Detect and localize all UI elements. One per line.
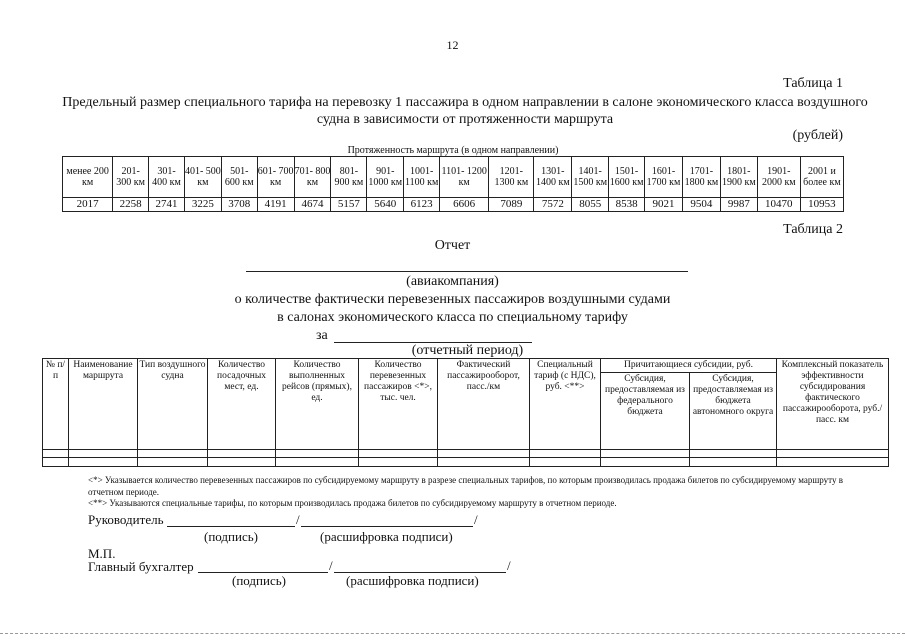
tariff-value-cell: 6123 (404, 198, 440, 212)
tariff-value-cell: 3708 (221, 198, 257, 212)
slash: / (474, 512, 478, 527)
cell (690, 450, 777, 458)
header-sub-okrug: Субсидия, предоставляемая из бюджета автономного округа (690, 373, 777, 450)
airline-blank-line (246, 271, 688, 272)
footnote-1: <*> Указывается количество перевезенных пассажиров по субсидируемому маршруту в разрезе специальных тарифов, по которым производилась продажа билетов по субсидируемому маршруту в отчетном периоде. (88, 475, 843, 497)
cell (601, 450, 690, 458)
table1-header: Протяженность маршрута (в одном направлении) (347, 145, 559, 156)
distance-range-cell: 301- 400 км (149, 157, 185, 198)
cell (43, 458, 69, 467)
cell (359, 458, 438, 467)
accountant-decoding-caption: (расшифровка подписи) (346, 573, 479, 588)
report-subject-line2: в салонах экономического класса по специальному тарифу (277, 310, 628, 325)
tariff-value-cell: 9504 (682, 198, 720, 212)
header-passengers: Количество перевезенных пассажиров <*>, тыс. чел. (359, 359, 438, 450)
header-tariff: Специальный тариф (с НДС), руб. <**> (530, 359, 601, 450)
footnote-2: <**> Указываются специальные тарифы, по которым производилась продажа билетов по субсидируемому маршруту в отчетном периоде. (88, 498, 617, 508)
period-prefix: за (316, 328, 328, 343)
airline-label: (авиакомпания) (406, 274, 499, 289)
tariff-value-cell: 5640 (367, 198, 404, 212)
cell (69, 450, 138, 458)
stamp-label: М.П. (88, 546, 116, 561)
cell (276, 450, 359, 458)
distance-range-cell: 1001- 1100 км (404, 157, 440, 198)
cell (601, 458, 690, 467)
table2-caption: Таблица 2 (783, 222, 843, 237)
report-subject-line1: о количестве фактически перевезенных пассажиров воздушными судами (234, 292, 671, 307)
report-table-row (43, 458, 889, 467)
distance-range-cell: менее 200 км (63, 157, 113, 198)
cell (138, 458, 208, 467)
report-table-header-row (43, 359, 889, 373)
distance-range-cell: 1901- 2000 км (757, 157, 800, 198)
tariff-value-cell: 4674 (294, 198, 331, 212)
tariff-value-cell: 2017 (63, 198, 113, 212)
report-table-row (43, 450, 889, 458)
cell (777, 450, 889, 458)
tariff-value-cell: 9021 (645, 198, 683, 212)
distance-range-cell: 2001 и более км (800, 157, 843, 198)
head-decoding-line (301, 526, 473, 527)
cell (438, 450, 530, 458)
cell (208, 450, 276, 458)
page-bottom-edge (0, 633, 905, 634)
tariff-table (62, 156, 844, 212)
header-subsidies: Причитающиеся субсидии, руб. (601, 359, 777, 373)
distance-range-cell: 1401- 1500 км (572, 157, 609, 198)
slash: / (329, 558, 333, 573)
cell (690, 458, 777, 467)
header-turnover: Фактический пассажирооборот, пасс./км (438, 359, 530, 450)
tariff-value-cell: 6606 (440, 198, 489, 212)
distance-range-cell: 201- 300 км (113, 157, 149, 198)
cell (438, 458, 530, 467)
distance-range-cell: 501- 600 км (221, 157, 257, 198)
header-flights: Количество выполненных рейсов (прямых), ед. (276, 359, 359, 450)
report-title: Отчет (434, 238, 471, 253)
tariff-value-cell: 5157 (331, 198, 367, 212)
cell (777, 458, 889, 467)
table1-caption: Таблица 1 (783, 76, 843, 91)
tariff-value-cell: 4191 (257, 198, 294, 212)
cell (359, 450, 438, 458)
distance-range-cell: 1801- 1900 км (720, 157, 757, 198)
header-sub-federal: Субсидия, предоставляемая из федерального бюджета (601, 373, 690, 450)
distance-range-cell: 1701- 1800 км (682, 157, 720, 198)
cell (530, 450, 601, 458)
cell (69, 458, 138, 467)
tariff-table-header-row (63, 157, 844, 198)
distance-range-cell: 1301- 1400 км (534, 157, 572, 198)
distance-range-cell: 701- 800 км (294, 157, 331, 198)
tariff-table-value-row (63, 198, 844, 212)
distance-range-cell: 1201- 1300 км (489, 157, 534, 198)
cell (138, 450, 208, 458)
table1-title: Предельный размер специального тарифа на перевозку 1 пассажира в одном направлении в салоне экономического класса воздушного судна в зависимости от протяженности маршрута (62, 95, 868, 127)
report-table (42, 358, 889, 467)
tariff-value-cell: 8538 (609, 198, 645, 212)
tariff-value-cell: 8055 (572, 198, 609, 212)
distance-range-cell: 401- 500 км (184, 157, 221, 198)
distance-range-cell: 801- 900 км (331, 157, 367, 198)
distance-range-cell: 601- 700 км (257, 157, 294, 198)
head-label: Руководитель (88, 512, 164, 527)
cell (208, 458, 276, 467)
head-decoding-caption: (расшифровка подписи) (320, 529, 453, 544)
period-label: (отчетный период) (411, 343, 524, 358)
header-efficiency: Комплексный показатель эффективности субсидирования фактического пассажирооборота, руб./пасс. км (777, 359, 889, 450)
cell (530, 458, 601, 467)
cell (276, 458, 359, 467)
tariff-value-cell: 10470 (757, 198, 800, 212)
header-seats: Количество посадочных мест, ед. (208, 359, 276, 450)
chief-accountant-label: Главный бухгалтер (88, 559, 194, 574)
slash: / (296, 512, 300, 527)
header-aircraft: Тип воздушного судна (138, 359, 208, 450)
tariff-value-cell: 2741 (149, 198, 185, 212)
page-number: 12 (446, 38, 459, 52)
tariff-value-cell: 7572 (534, 198, 572, 212)
tariff-value-cell: 2258 (113, 198, 149, 212)
table1-unit: (рублей) (792, 128, 843, 143)
slash: / (507, 558, 511, 573)
accountant-signature-caption: (подпись) (232, 573, 286, 588)
distance-range-cell: 1101- 1200 км (440, 157, 489, 198)
header-num: № п/п (43, 359, 69, 450)
tariff-value-cell: 9987 (720, 198, 757, 212)
tariff-value-cell: 7089 (489, 198, 534, 212)
distance-range-cell: 1601- 1700 км (645, 157, 683, 198)
tariff-value-cell: 10953 (800, 198, 843, 212)
distance-range-cell: 1501- 1600 км (609, 157, 645, 198)
head-signature-line (167, 526, 295, 527)
distance-range-cell: 901- 1000 км (367, 157, 404, 198)
tariff-value-cell: 3225 (184, 198, 221, 212)
cell (43, 450, 69, 458)
header-route: Наименование маршрута (69, 359, 138, 450)
head-signature-caption: (подпись) (204, 529, 258, 544)
